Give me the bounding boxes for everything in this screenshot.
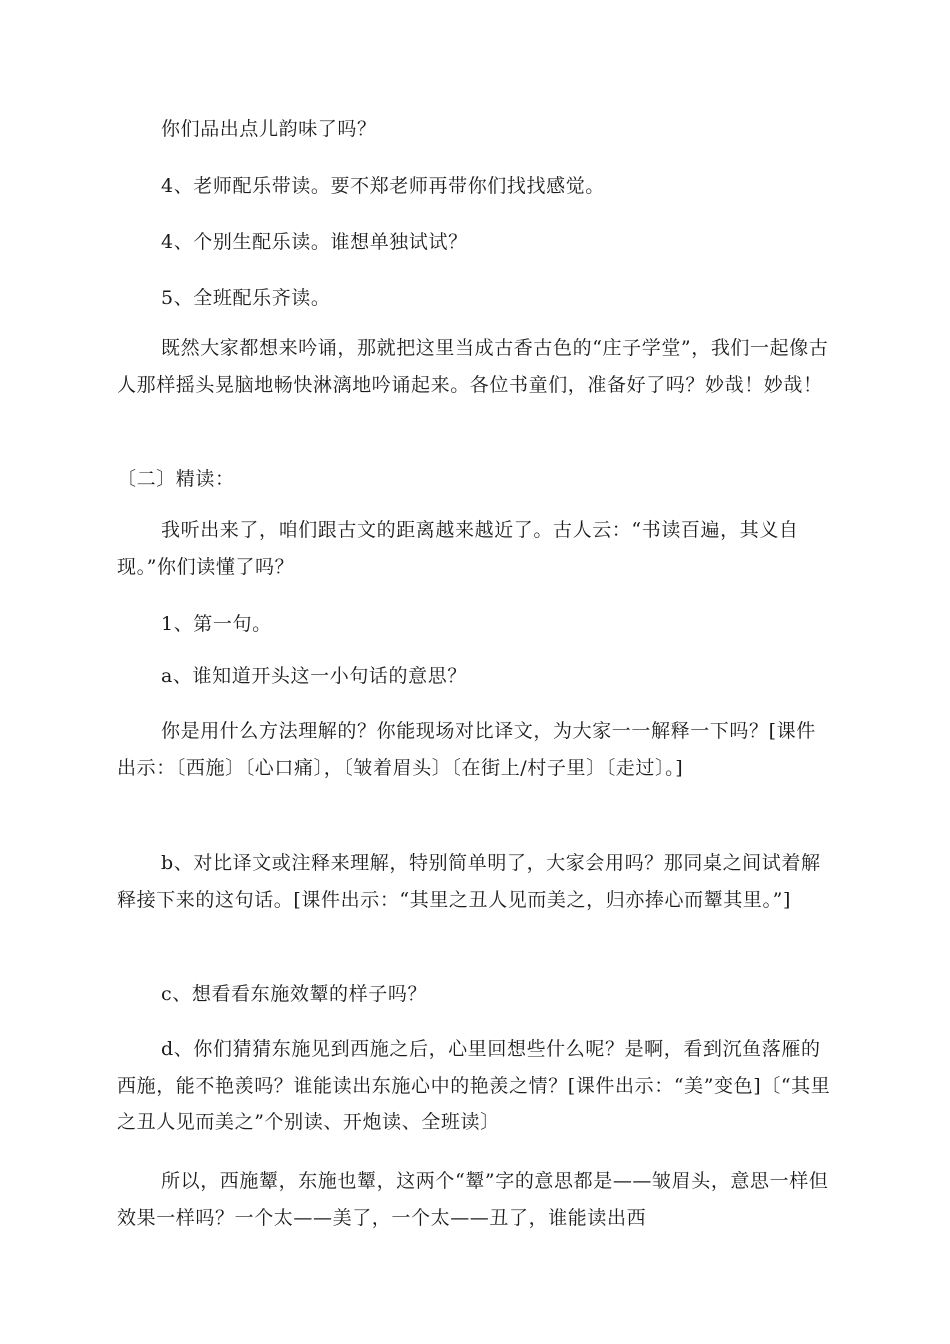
paragraph: 4、个别生配乐读。谁想单独试试？: [161, 231, 468, 253]
paragraph: 所以，西施颦，东施也颦，这两个“颦”字的意思都是——皱眉头，意思一样但效果一样吗？一个太——美了，一个太——丑了，谁能读出西: [117, 1170, 829, 1229]
paragraph: 我听出来了，咱们跟古文的距离越来越近了。古人云：“书读百遍，其义自现。”你们读懂了吗？: [117, 519, 799, 578]
paragraph: 5、全班配乐齐读。: [161, 287, 331, 309]
section-heading: 〔二〕精读：: [117, 468, 235, 490]
paragraph: b、对比译文或注释来理解，特别简单明了，大家会用吗？那同桌之间试着解释接下来的这句话。[课件出示：“其里之丑人见而美之，归亦捧心而颦其里。”]: [117, 852, 821, 911]
paragraph: 既然大家都想来吟诵，那就把这里当成古香古色的“庄子学堂”，我们一起像古人那样摇头晃脑地畅快淋漓地吟诵起来。各位书童们，准备好了吗？妙哉！妙哉！: [117, 337, 829, 396]
paragraph: 你是用什么方法理解的？你能现场对比译文，为大家一一解释一下吗？[课件出示：〔西施〕〔心口痛〕，〔皱着眉头〕〔在街上/村子里〕〔走过〕。]: [117, 720, 816, 779]
paragraph: c、想看看东施效颦的样子吗？: [161, 983, 428, 1005]
paragraph: a、谁知道开头这一小句话的意思？: [161, 665, 467, 687]
paragraph: 你们品出点儿韵味了吗？: [161, 118, 377, 140]
paragraph: 4、老师配乐带读。要不郑老师再带你们找找感觉。: [161, 175, 605, 197]
paragraph: d、你们猜猜东施见到西施之后，心里回想些什么呢？是啊，看到沉鱼落雁的西施，能不艳羡吗？谁能读出东施心中的艳羡之情？[课件出示：“美”变色]〔“其里之丑人见而美之”个别读、开炮读、全班读〕: [117, 1038, 831, 1133]
paragraph: 1、第一句。: [161, 613, 272, 635]
